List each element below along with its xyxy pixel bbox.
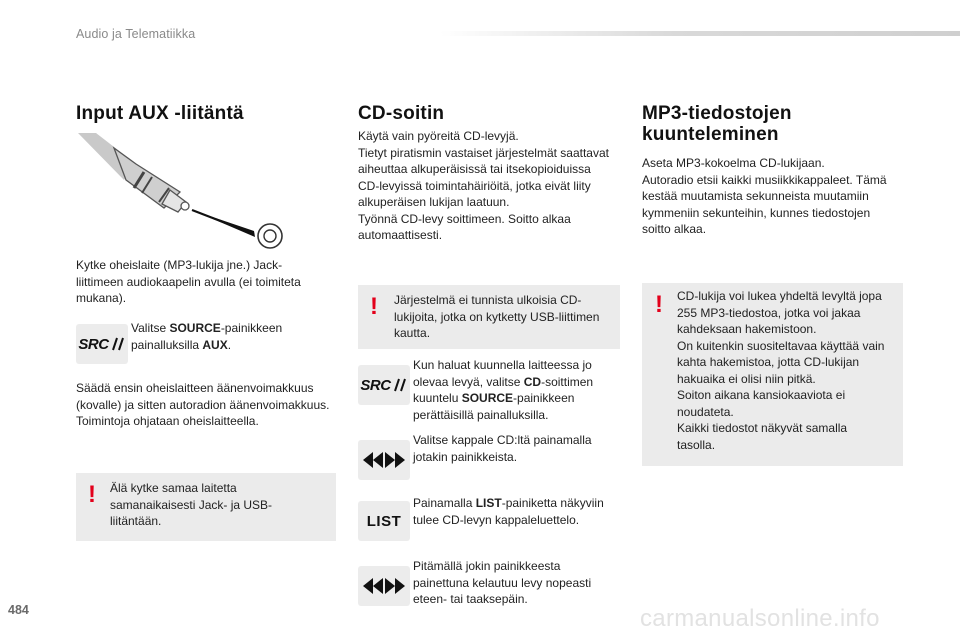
cd-intro-text: Käytä vain pyöreitä CD-levyjä. Tietyt piratismin vastaiset järjestelmät saattavat aiheuttaa alkuperäisissä tai itsekopioiduissa CD-levyissä toimintahäiriöitä, jotka eivät liity alkuperäisen lukijan laatuun. Työnnä CD-levy soittimeen. Soitto alkaa automaattisesti. [358,129,609,242]
aux-intro-text: Kytke oheislaite (MP3-lukija jne.) Jack- liittimeen audiokaapelin avulla (ei toimiteta mukana). [76,258,301,305]
mp3-heading [642,103,792,145]
cd-heading: CD-soitin [358,103,445,124]
aux-source-instruction: Valitse SOURCE-painikkeen painalluksilla AUX. [131,321,283,352]
seek-arrows-icon [362,576,406,596]
src-button-icon [76,324,128,364]
src-button-icon [358,365,410,405]
cd-warning-box [358,285,620,349]
track-arrows-icon [362,450,406,470]
section-title: Audio ja Telematiikka [76,27,196,41]
aux-volume-text: Säädä ensin oheislaitteen äänenvoimakkuus (kovalle) ja sitten autoradion äänenvoimakkuus. Toimintoja ohjataan oheislaitteella. [76,381,330,428]
header-divider [440,31,960,36]
src-button-label: SRC [360,376,391,394]
mp3-heading-line1: MP3-tiedostojen [642,103,792,124]
src-button-label: SRC [78,335,109,353]
warning-icon: ! [370,293,378,320]
cd-seek-instruction: Pitämällä jokin painikkeesta painettuna kelautuu levy nopeasti eteen- tai taaksepäin. [413,559,592,606]
audio-jack-cable-icon [74,128,294,253]
list-button-label: LIST [366,512,402,530]
watermark: carmanualsonline.info [640,605,880,632]
page-number: 484 [8,603,29,617]
src-slash-icon [110,336,126,352]
warning-icon: ! [655,291,663,318]
warning-icon: ! [88,481,96,508]
aux-heading: Input AUX -liitäntä [76,103,244,124]
mp3-warning-box [642,283,903,466]
mp3-heading-line2: kuunteleminen [642,124,779,145]
src-slash-icon [392,377,408,393]
aux-warning-box [76,473,336,541]
cd-warning-text: Järjestelmä ei tunnista ulkoisia CD- lukijoita, jotka on kytketty USB-liittimen kautta. [394,293,600,340]
previous-next-icon [358,440,410,480]
cd-track-instruction: Valitse kappale CD:ltä painamalla jotakin painikkeista. [413,433,592,464]
aux-warning-text: Älä kytke samaa laitetta samanaikaisesti Jack- ja USB- liitäntään. [110,481,273,528]
cd-source-instruction: Kun haluat kuunnella laitteessa jo olevaa levyä, valitse CD-soittimen kuuntelu SOURCE-painikkeen perättäisillä painalluksilla. [413,358,594,422]
cd-list-instruction: Painamalla LIST-painiketta näkyviin tulee CD-levyn kappaleluettelo. [413,496,604,527]
mp3-warning-text: CD-lukija voi lukea yhdeltä levyltä jopa 255 MP3-tiedostoa, jotka voi jakaa kahdeksaan hakemistoon. On kuitenkin suositeltavaa käyttää vain kahta hakemistoa, jotta CD-lukijan hakuaika ei olisi niin pitkä. Soiton aikana kansiokaaviota ei noudateta. Kaikki tiedostot näkyvät samalla tasolla. [677,289,885,452]
mp3-intro-text: Aseta MP3-kokoelma CD-lukijaan. Autoradio etsii kaikki musiikkikappaleet. Tämä kestää muutamista sekunneista muutamiin kymmeniin sekunteihin, kunnes tiedostojen soitto alkaa. [642,156,887,236]
list-button-icon [358,501,410,541]
previous-next-icon [358,566,410,606]
